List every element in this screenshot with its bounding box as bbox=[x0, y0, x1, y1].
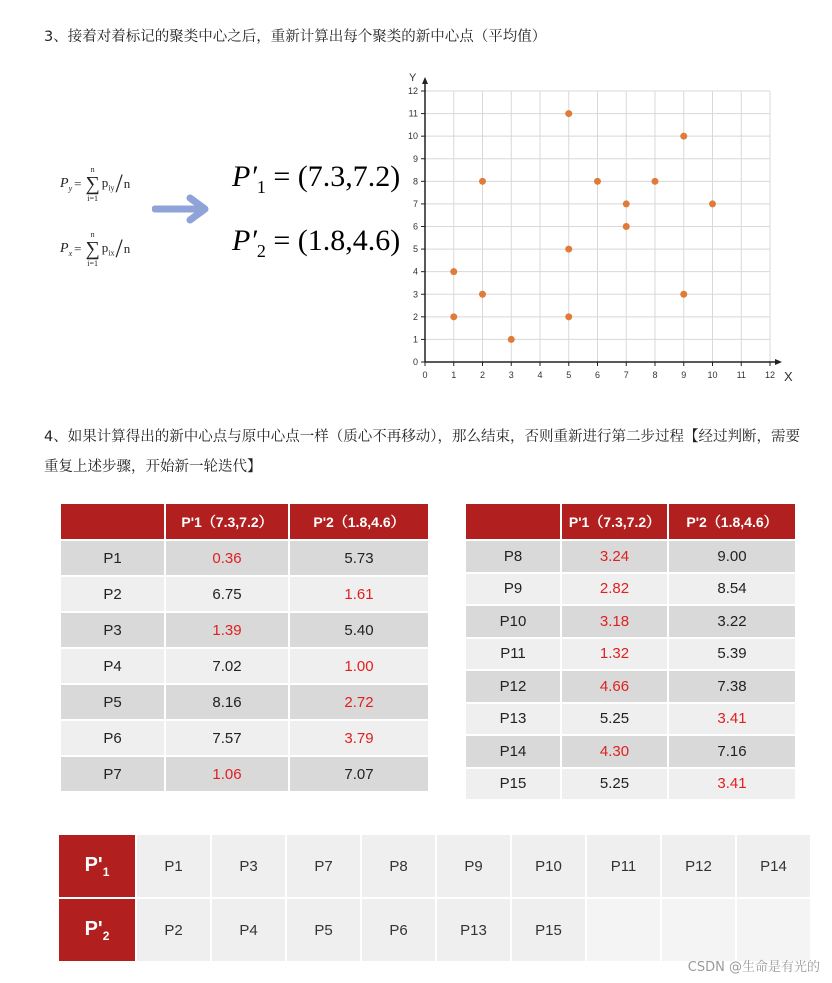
step4-text: 4、如果计算得出的新中心点与原中心点一样（质心不再移动），那么结束，否则重新进行第二步过程【经过判断，需要重复上述步骤，开始新一轮迭代】 bbox=[44, 429, 800, 475]
x-tick-label: 6 bbox=[594, 370, 601, 380]
centroid-2: $P'_2 = (1.8,4.6)$ bbox=[232, 224, 401, 261]
x-tick-label: 3 bbox=[508, 370, 514, 380]
y-tick-label: 4 bbox=[412, 266, 418, 277]
dist-c2: 7.38 bbox=[669, 671, 795, 702]
cluster-row-2 bbox=[59, 899, 810, 961]
table-row bbox=[61, 685, 428, 719]
table-row bbox=[61, 721, 428, 755]
y-tick-label: 0 bbox=[412, 357, 418, 367]
cluster-1-label: $P'_1$ bbox=[59, 835, 135, 897]
data-point bbox=[565, 313, 572, 320]
y-tick-label: 8 bbox=[412, 176, 418, 187]
dist-c1: 7.57 bbox=[166, 721, 288, 755]
table-header-empty bbox=[466, 504, 560, 539]
point-label: P7 bbox=[61, 757, 164, 791]
member-cell: P1 bbox=[137, 835, 210, 897]
table-header-c1: P'1（7.3,7.2） bbox=[166, 504, 288, 539]
table-row bbox=[466, 736, 795, 767]
cluster-2-label: $P'_2$ bbox=[59, 899, 135, 961]
centroid-1: $P'_1 = (7.3,7.2)$ bbox=[232, 160, 401, 197]
y-tick-label: 3 bbox=[412, 289, 418, 300]
point-label: P12 bbox=[466, 671, 560, 702]
dist-c2: 5.40 bbox=[290, 613, 428, 647]
y-tick-label: 2 bbox=[412, 311, 418, 322]
member-cell: P7 bbox=[287, 835, 360, 897]
scatter-chart bbox=[396, 66, 806, 391]
y-tick-label: 7 bbox=[412, 198, 418, 209]
y-axis-label: Y bbox=[409, 72, 417, 84]
y-tick-label: 9 bbox=[412, 153, 418, 164]
table-row bbox=[466, 606, 795, 637]
formula-py-lhs: $P_y$ bbox=[60, 175, 73, 193]
formula-px bbox=[60, 230, 130, 268]
formula-px-term: $p_{ix}$ bbox=[101, 240, 115, 258]
y-tick-label: 11 bbox=[408, 108, 418, 119]
formula-py-term: $p_{iy}$ bbox=[101, 175, 115, 193]
formula-px-n: n bbox=[123, 241, 131, 256]
point-label: P11 bbox=[466, 639, 560, 670]
cluster-row-1 bbox=[59, 835, 810, 897]
cluster-assignment-table bbox=[57, 833, 812, 963]
member-cell: P9 bbox=[437, 835, 510, 897]
table-row bbox=[61, 649, 428, 683]
member-cell: P11 bbox=[587, 835, 660, 897]
table-row bbox=[466, 574, 795, 605]
table-row bbox=[61, 541, 428, 575]
point-label: P6 bbox=[61, 721, 164, 755]
chart-axes bbox=[421, 77, 782, 366]
point-label: P4 bbox=[61, 649, 164, 683]
dist-c1: 3.18 bbox=[562, 606, 667, 637]
table-header-empty bbox=[61, 504, 164, 539]
dist-c2: 3.79 bbox=[290, 721, 428, 755]
dist-c2: 9.00 bbox=[669, 541, 795, 572]
dist-c2: 5.39 bbox=[669, 639, 795, 670]
table-header-c1: P'1（7.3,7.2） bbox=[562, 504, 667, 539]
dist-c2: 7.07 bbox=[290, 757, 428, 791]
data-point bbox=[479, 178, 486, 185]
member-cell: P10 bbox=[512, 835, 585, 897]
dist-c2: 3.22 bbox=[669, 606, 795, 637]
formula-px-eq: = bbox=[74, 241, 82, 256]
x-tick-label: 10 bbox=[707, 370, 718, 380]
table-header-c2: P'2（1.8,4.6） bbox=[290, 504, 428, 539]
dist-c1: 1.39 bbox=[166, 613, 288, 647]
dist-c2: 1.00 bbox=[290, 649, 428, 683]
x-tick-label: 0 bbox=[422, 370, 428, 380]
member-cell: P8 bbox=[362, 835, 435, 897]
data-point bbox=[565, 110, 572, 117]
table-row bbox=[61, 613, 428, 647]
x-tick-label: 11 bbox=[736, 370, 746, 380]
dist-c1: 3.24 bbox=[562, 541, 667, 572]
data-point bbox=[680, 291, 687, 298]
dist-c1: 0.36 bbox=[166, 541, 288, 575]
data-point bbox=[508, 336, 515, 343]
member-cell: P6 bbox=[362, 899, 435, 961]
data-point bbox=[479, 291, 486, 298]
y-tick-label: 6 bbox=[412, 221, 418, 232]
member-cell: P4 bbox=[212, 899, 285, 961]
dist-c1: 6.75 bbox=[166, 577, 288, 611]
data-point bbox=[652, 178, 659, 185]
point-label: P9 bbox=[466, 574, 560, 605]
dist-c2: 3.41 bbox=[669, 704, 795, 735]
formula-py-sum: n ∑ i=1 bbox=[85, 165, 100, 203]
table-row bbox=[466, 769, 795, 800]
table-row bbox=[466, 671, 795, 702]
empty-cell bbox=[737, 899, 810, 961]
x-tick-label: 12 bbox=[764, 370, 776, 380]
table-row bbox=[466, 704, 795, 735]
x-tick-labels bbox=[422, 370, 775, 380]
table-row bbox=[466, 541, 795, 572]
point-label: P3 bbox=[61, 613, 164, 647]
formula-py bbox=[60, 165, 130, 203]
dist-c1: 4.66 bbox=[562, 671, 667, 702]
table-row bbox=[466, 639, 795, 670]
data-point bbox=[709, 200, 716, 207]
x-axis-arrow-icon bbox=[775, 359, 782, 365]
member-cell: P13 bbox=[437, 899, 510, 961]
formula-py-n: n bbox=[123, 176, 131, 191]
point-label: P14 bbox=[466, 736, 560, 767]
step3-text: 3、接着对着标记的聚类中心之后，重新计算出每个聚类的新中心点（平均值） bbox=[44, 29, 547, 45]
member-cell: P12 bbox=[662, 835, 735, 897]
data-point bbox=[450, 313, 457, 320]
dist-c2: 1.61 bbox=[290, 577, 428, 611]
dist-c1: 5.25 bbox=[562, 769, 667, 800]
formula-px-sum: n ∑ i=1 bbox=[85, 230, 100, 268]
y-axis-arrow-icon bbox=[422, 77, 428, 84]
y-tick-label: 10 bbox=[407, 131, 418, 142]
distance-table-left bbox=[59, 502, 430, 793]
member-cell: P15 bbox=[512, 899, 585, 961]
y-tick-labels bbox=[408, 86, 418, 367]
x-tick-label: 2 bbox=[479, 370, 486, 380]
dist-c1: 7.02 bbox=[166, 649, 288, 683]
point-label: P1 bbox=[61, 541, 164, 575]
distance-table-right bbox=[464, 502, 797, 801]
member-cell: P3 bbox=[212, 835, 285, 897]
x-tick-label: 8 bbox=[652, 370, 658, 380]
y-tick-label: 5 bbox=[412, 244, 418, 255]
data-point bbox=[450, 268, 457, 275]
member-cell: P5 bbox=[287, 899, 360, 961]
formula-py-slash: / bbox=[115, 169, 123, 198]
dist-c1: 1.06 bbox=[166, 757, 288, 791]
dist-c2: 2.72 bbox=[290, 685, 428, 719]
member-cell: P2 bbox=[137, 899, 210, 961]
dist-c1: 4.30 bbox=[562, 736, 667, 767]
member-cell: P14 bbox=[737, 835, 810, 897]
empty-cell bbox=[587, 899, 660, 961]
dist-c1: 1.32 bbox=[562, 639, 667, 670]
table-row bbox=[61, 577, 428, 611]
x-tick-label: 7 bbox=[623, 370, 629, 380]
table-row bbox=[61, 757, 428, 791]
x-tick-label: 5 bbox=[566, 370, 572, 380]
y-tick-label: 1 bbox=[412, 334, 418, 345]
watermark: CSDN @生命是有光的 bbox=[687, 960, 820, 975]
formula-px-lhs: $P_x$ bbox=[60, 240, 73, 258]
dist-c1: 5.25 bbox=[562, 704, 667, 735]
data-point bbox=[623, 200, 630, 207]
table-header-c2: P'2（1.8,4.6） bbox=[669, 504, 795, 539]
dist-c2: 8.54 bbox=[669, 574, 795, 605]
point-label: P8 bbox=[466, 541, 560, 572]
formula-px-slash: / bbox=[115, 234, 123, 263]
data-point bbox=[565, 246, 572, 253]
data-point bbox=[680, 133, 687, 140]
point-label: P2 bbox=[61, 577, 164, 611]
point-label: P15 bbox=[466, 769, 560, 800]
dist-c1: 8.16 bbox=[166, 685, 288, 719]
data-point bbox=[623, 223, 630, 230]
point-label: P13 bbox=[466, 704, 560, 735]
formula-py-eq: = bbox=[74, 176, 82, 191]
point-label: P10 bbox=[466, 606, 560, 637]
data-point bbox=[594, 178, 601, 185]
dist-c2: 7.16 bbox=[669, 736, 795, 767]
y-tick-label: 12 bbox=[407, 86, 418, 96]
x-tick-label: 1 bbox=[451, 370, 457, 380]
dist-c2: 3.41 bbox=[669, 769, 795, 800]
dist-c2: 5.73 bbox=[290, 541, 428, 575]
empty-cell bbox=[662, 899, 735, 961]
x-tick-label: 9 bbox=[681, 370, 687, 380]
point-label: P5 bbox=[61, 685, 164, 719]
x-axis-label: X bbox=[784, 369, 793, 384]
x-tick-label: 4 bbox=[537, 370, 543, 380]
right-arrow-icon bbox=[152, 193, 214, 225]
dist-c1: 2.82 bbox=[562, 574, 667, 605]
chart-grid bbox=[425, 91, 770, 362]
